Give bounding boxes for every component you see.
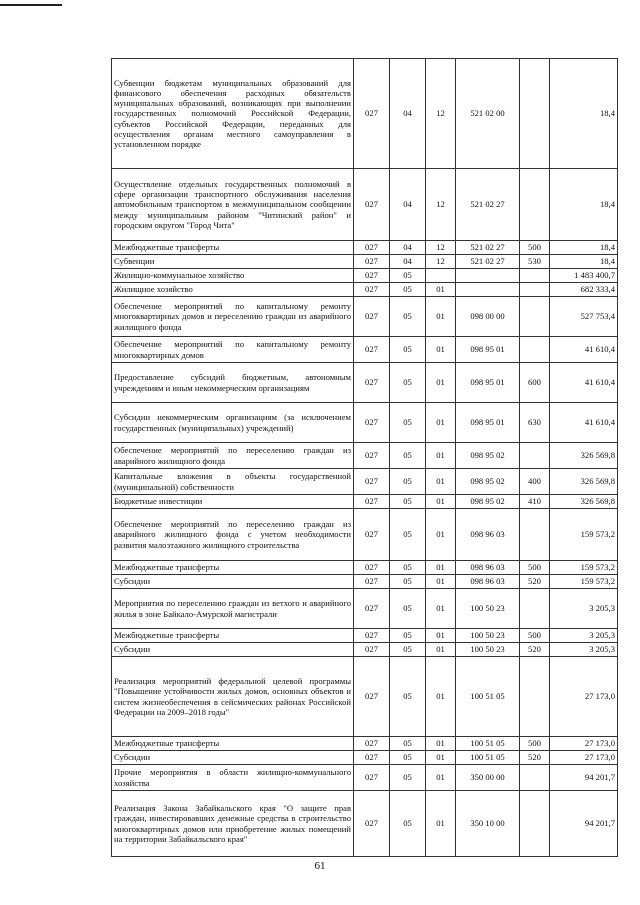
cell-sum: 326 569,8 — [550, 469, 618, 495]
cell-rz: 05 — [390, 443, 426, 469]
table-row — [112, 791, 618, 857]
cell-sum: 326 569,8 — [550, 495, 618, 509]
cell-csr: 098 95 02 — [456, 443, 520, 469]
table-row — [112, 509, 618, 561]
cell-pr: 01 — [426, 791, 456, 857]
cell-ved: 027 — [354, 589, 390, 629]
cell-pr: 01 — [426, 495, 456, 509]
cell-rz: 05 — [390, 495, 426, 509]
cell-csr: 098 96 03 — [456, 509, 520, 561]
table-row — [112, 765, 618, 791]
cell-rz: 05 — [390, 765, 426, 791]
cell-ved: 027 — [354, 765, 390, 791]
cell-name: Прочие мероприятия в области жилищно-коммунального хозяйства — [112, 765, 354, 791]
cell-rz: 05 — [390, 283, 426, 297]
cell-pr — [426, 269, 456, 283]
table-row — [112, 643, 618, 657]
cell-pr: 01 — [426, 443, 456, 469]
cell-csr: 100 51 05 — [456, 751, 520, 765]
cell-rz: 05 — [390, 269, 426, 283]
cell-vr: 500 — [520, 561, 550, 575]
cell-pr: 12 — [426, 255, 456, 269]
cell-ved: 027 — [354, 283, 390, 297]
table-row — [112, 403, 618, 443]
cell-csr: 098 95 01 — [456, 363, 520, 403]
cell-sum: 527 753,4 — [550, 297, 618, 337]
cell-vr — [520, 269, 550, 283]
cell-sum: 159 573,2 — [550, 561, 618, 575]
cell-ved: 027 — [354, 337, 390, 363]
cell-csr: 350 00 00 — [456, 765, 520, 791]
cell-ved: 027 — [354, 269, 390, 283]
cell-rz: 04 — [390, 241, 426, 255]
cell-vr — [520, 657, 550, 737]
cell-vr: 400 — [520, 469, 550, 495]
cell-csr: 100 50 23 — [456, 643, 520, 657]
cell-pr: 01 — [426, 751, 456, 765]
cell-pr: 01 — [426, 363, 456, 403]
cell-ved: 027 — [354, 297, 390, 337]
cell-csr: 098 95 02 — [456, 469, 520, 495]
cell-vr — [520, 337, 550, 363]
table-row — [112, 255, 618, 269]
table-row — [112, 283, 618, 297]
table-row — [112, 169, 618, 241]
table-row — [112, 495, 618, 509]
table-row — [112, 297, 618, 337]
cell-name: Обеспечение мероприятий по переселению граждан из аварийного жилищного фонда с учетом необходимости развития малоэтажного жилищного строительства — [112, 509, 354, 561]
cell-sum: 41 610,4 — [550, 337, 618, 363]
cell-csr — [456, 269, 520, 283]
table-row — [112, 629, 618, 643]
table-row — [112, 575, 618, 589]
cell-pr: 12 — [426, 241, 456, 255]
cell-name: Субсидии — [112, 575, 354, 589]
cell-rz: 05 — [390, 629, 426, 643]
cell-csr: 098 96 03 — [456, 561, 520, 575]
cell-vr — [520, 589, 550, 629]
cell-vr: 500 — [520, 737, 550, 751]
cell-sum: 682 333,4 — [550, 283, 618, 297]
table-row — [112, 589, 618, 629]
cell-sum: 326 569,8 — [550, 443, 618, 469]
cell-csr: 098 95 01 — [456, 337, 520, 363]
cell-csr: 100 50 23 — [456, 589, 520, 629]
cell-sum: 41 610,4 — [550, 363, 618, 403]
table-row — [112, 241, 618, 255]
cell-sum: 159 573,2 — [550, 575, 618, 589]
cell-rz: 05 — [390, 643, 426, 657]
table-row — [112, 561, 618, 575]
cell-name: Реализация Закона Забайкальского края "О защите прав граждан, инвестировавших денежные средства в строительство многоквартирных домов или приобретение жилых помещений на территории Забайкальского края" — [112, 791, 354, 857]
cell-csr: 098 00 00 — [456, 297, 520, 337]
cell-rz: 05 — [390, 589, 426, 629]
cell-ved: 027 — [354, 363, 390, 403]
cell-name: Субсидии некоммерческим организациям (за исключением государственных (муниципальных) учреждений) — [112, 403, 354, 443]
cell-vr — [520, 283, 550, 297]
cell-vr: 500 — [520, 241, 550, 255]
cell-sum: 3 205,3 — [550, 629, 618, 643]
page-number: 61 — [314, 860, 326, 872]
cell-pr: 01 — [426, 561, 456, 575]
cell-ved: 027 — [354, 561, 390, 575]
cell-name: Мероприятия по переселению граждан из ветхого и аварийного жилья в зоне Байкало-Амурской магистрали — [112, 589, 354, 629]
cell-name: Межбюджетные трансферты — [112, 629, 354, 643]
cell-csr: 521 02 00 — [456, 59, 520, 169]
cell-name: Капитальные вложения в объекты государственной (муниципальной) собственности — [112, 469, 354, 495]
cell-vr: 600 — [520, 363, 550, 403]
cell-rz: 05 — [390, 791, 426, 857]
table-body — [112, 59, 618, 857]
cell-sum: 27 173,0 — [550, 657, 618, 737]
cell-name: Межбюджетные трансферты — [112, 561, 354, 575]
cell-name: Предоставление субсидий бюджетным, автономным учреждениям и иным некоммерческим организациям — [112, 363, 354, 403]
cell-pr: 01 — [426, 643, 456, 657]
cell-pr: 01 — [426, 337, 456, 363]
cell-pr: 01 — [426, 589, 456, 629]
table-row — [112, 269, 618, 283]
cell-name: Осуществление отдельных государственных полномочий в сфере организации транспортного обслуживания населения автомобильным транспортом в межмуниципальном сообщении между муниципальным районом "Читинский район" и городским округом "Город Чита" — [112, 169, 354, 241]
cell-ved: 027 — [354, 509, 390, 561]
cell-ved: 027 — [354, 403, 390, 443]
cell-name: Бюджетные инвестиции — [112, 495, 354, 509]
cell-name: Межбюджетные трансферты — [112, 737, 354, 751]
cell-csr: 521 02 27 — [456, 241, 520, 255]
cell-csr: 100 51 05 — [456, 657, 520, 737]
cell-pr: 01 — [426, 509, 456, 561]
cell-vr: 520 — [520, 643, 550, 657]
cell-pr: 01 — [426, 575, 456, 589]
cell-ved: 027 — [354, 791, 390, 857]
cell-csr: 098 96 03 — [456, 575, 520, 589]
cell-pr: 01 — [426, 657, 456, 737]
cell-name: Субвенции бюджетам муниципальных образований для финансового обеспечения расходных обязательств муниципальных образований, возникающих при выполнении государственных полномочий Российской Федерации, субъектов Российской Федерации, переданных для осуществления органам местного самоуправления в установленном порядке — [112, 59, 354, 169]
cell-pr: 01 — [426, 765, 456, 791]
cell-ved: 027 — [354, 629, 390, 643]
cell-sum: 94 201,7 — [550, 791, 618, 857]
cell-vr: 530 — [520, 255, 550, 269]
cell-rz: 05 — [390, 575, 426, 589]
cell-name: Межбюджетные трансферты — [112, 241, 354, 255]
cell-csr: 100 50 23 — [456, 629, 520, 643]
cell-vr — [520, 169, 550, 241]
cell-rz: 04 — [390, 59, 426, 169]
budget-table — [111, 58, 618, 857]
cell-csr: 100 51 05 — [456, 737, 520, 751]
cell-vr — [520, 297, 550, 337]
cell-csr: 521 02 27 — [456, 169, 520, 241]
cell-vr — [520, 765, 550, 791]
cell-vr: 500 — [520, 629, 550, 643]
cell-name: Жилищно-коммунальное хозяйство — [112, 269, 354, 283]
cell-ved: 027 — [354, 169, 390, 241]
cell-rz: 05 — [390, 657, 426, 737]
cell-csr: 521 02 27 — [456, 255, 520, 269]
cell-name: Субсидии — [112, 643, 354, 657]
cell-sum: 18,4 — [550, 255, 618, 269]
cell-rz: 05 — [390, 363, 426, 403]
table-row — [112, 657, 618, 737]
cell-rz: 05 — [390, 509, 426, 561]
cell-rz: 05 — [390, 403, 426, 443]
cell-ved: 027 — [354, 657, 390, 737]
cell-ved: 027 — [354, 59, 390, 169]
cell-rz: 05 — [390, 737, 426, 751]
cell-ved: 027 — [354, 737, 390, 751]
cell-rz: 05 — [390, 337, 426, 363]
top-rule — [0, 4, 62, 6]
cell-sum: 94 201,7 — [550, 765, 618, 791]
cell-pr: 01 — [426, 403, 456, 443]
table-row — [112, 363, 618, 403]
cell-name: Субвенции — [112, 255, 354, 269]
cell-ved: 027 — [354, 575, 390, 589]
cell-ved: 027 — [354, 443, 390, 469]
cell-name: Субсидии — [112, 751, 354, 765]
cell-ved: 027 — [354, 469, 390, 495]
cell-name: Обеспечение мероприятий по капитальному ремонту многоквартирных домов и переселению граждан из аварийного жилищного фонда — [112, 297, 354, 337]
cell-csr: 098 95 02 — [456, 495, 520, 509]
cell-vr — [520, 791, 550, 857]
cell-csr: 350 10 00 — [456, 791, 520, 857]
table-row — [112, 337, 618, 363]
cell-pr: 01 — [426, 629, 456, 643]
cell-pr: 01 — [426, 283, 456, 297]
cell-ved: 027 — [354, 751, 390, 765]
cell-sum: 18,4 — [550, 241, 618, 255]
cell-ved: 027 — [354, 643, 390, 657]
cell-pr: 12 — [426, 59, 456, 169]
cell-rz: 04 — [390, 169, 426, 241]
cell-vr — [520, 59, 550, 169]
table-row — [112, 737, 618, 751]
cell-pr: 01 — [426, 737, 456, 751]
cell-sum: 159 573,2 — [550, 509, 618, 561]
cell-csr: 098 95 01 — [456, 403, 520, 443]
cell-pr: 12 — [426, 169, 456, 241]
cell-ved: 027 — [354, 495, 390, 509]
cell-rz: 05 — [390, 751, 426, 765]
cell-name: Жилищное хозяйство — [112, 283, 354, 297]
cell-rz: 05 — [390, 469, 426, 495]
cell-vr: 520 — [520, 751, 550, 765]
cell-vr — [520, 509, 550, 561]
cell-sum: 18,4 — [550, 59, 618, 169]
cell-ved: 027 — [354, 255, 390, 269]
table-row — [112, 59, 618, 169]
table-row — [112, 469, 618, 495]
cell-vr — [520, 443, 550, 469]
cell-rz: 04 — [390, 255, 426, 269]
cell-sum: 27 173,0 — [550, 737, 618, 751]
cell-rz: 05 — [390, 561, 426, 575]
cell-vr: 520 — [520, 575, 550, 589]
cell-sum: 3 205,3 — [550, 643, 618, 657]
table-row — [112, 751, 618, 765]
cell-sum: 1 483 400,7 — [550, 269, 618, 283]
cell-name: Обеспечение мероприятий по капитальному ремонту многоквартирных домов — [112, 337, 354, 363]
cell-sum: 18,4 — [550, 169, 618, 241]
cell-ved: 027 — [354, 241, 390, 255]
cell-vr: 410 — [520, 495, 550, 509]
cell-name: Реализация мероприятий федеральной целевой программы "Повышение устойчивости жилых домов, основных объектов и систем жизнеобеспечения в сейсмических районах Российской Федерации на 2009–2018 годы" — [112, 657, 354, 737]
cell-sum: 3 205,3 — [550, 589, 618, 629]
cell-sum: 41 610,4 — [550, 403, 618, 443]
cell-pr: 01 — [426, 297, 456, 337]
table-row — [112, 443, 618, 469]
cell-csr — [456, 283, 520, 297]
cell-name: Обеспечение мероприятий по переселению граждан из аварийного жилищного фонда — [112, 443, 354, 469]
cell-rz: 05 — [390, 297, 426, 337]
cell-vr: 630 — [520, 403, 550, 443]
cell-pr: 01 — [426, 469, 456, 495]
cell-sum: 27 173,0 — [550, 751, 618, 765]
